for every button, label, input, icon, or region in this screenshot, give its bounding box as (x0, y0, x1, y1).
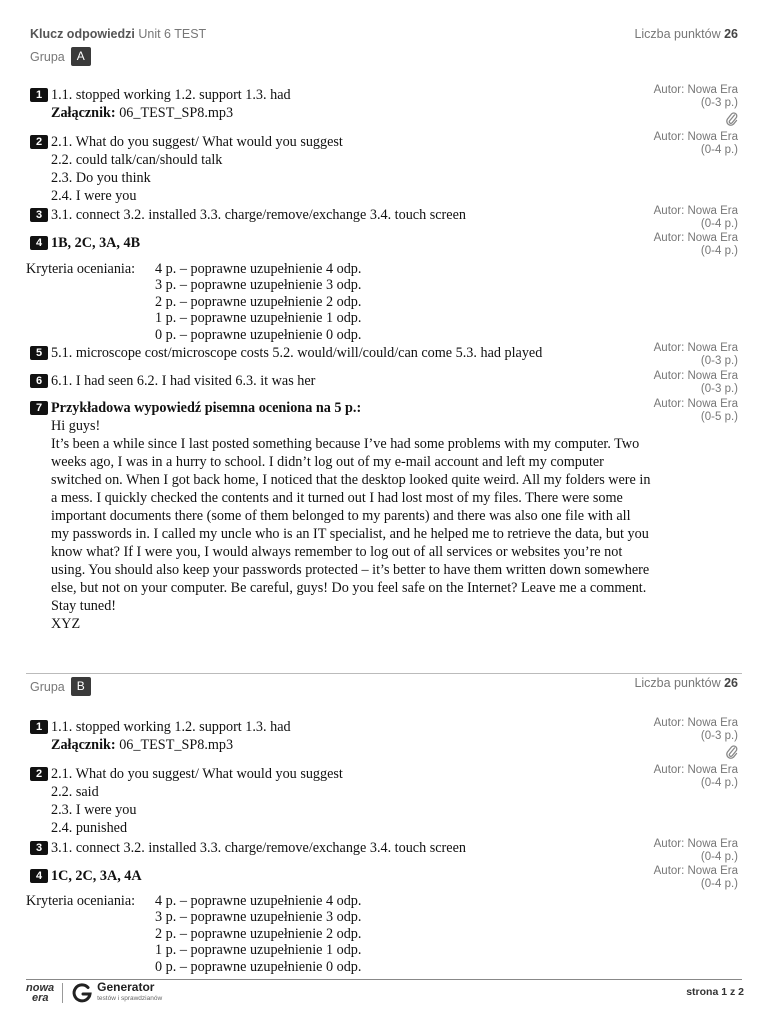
criteria-label: Kryteria oceniania: (26, 893, 136, 909)
footer-logos (26, 982, 162, 1004)
criteria-item: 3 p. – poprawne uzupełnienie 3 odp. (155, 909, 362, 926)
criteria-item: 0 p. – poprawne uzupełnienie 0 odp. (155, 958, 362, 975)
task-1 (30, 718, 291, 754)
answer-line: 2.2. could talk/can/should talk (51, 152, 223, 168)
nowa-era-logo (26, 983, 63, 1003)
task-points: (0-3 p.) (700, 354, 738, 367)
answer-line: 1B, 2C, 3A, 4B (51, 235, 141, 251)
title-bold: Klucz odpowiedzi (30, 27, 135, 41)
task-points: (0-4 p.) (700, 143, 738, 156)
points-value: 26 (724, 27, 738, 41)
criteria-item: 0 p. – poprawne uzupełnienie 0 odp. (155, 326, 362, 343)
task-number: 2 (30, 135, 48, 149)
task-3 (30, 839, 466, 857)
task-2-author (654, 131, 738, 156)
answer-line: 3.1. connect 3.2. installed 3.3. charge/remove/exchange 3.4. touch screen (51, 207, 466, 223)
task-4 (30, 234, 140, 252)
task-points: (0-4 p.) (700, 217, 738, 230)
document-title (30, 27, 206, 41)
group-badge: B (71, 677, 91, 696)
attachment-file[interactable]: 06_TEST_SP8.mp3 (119, 105, 234, 121)
author-name: Autor: Nowa Era (653, 342, 738, 354)
generator-brand (97, 982, 162, 1004)
logo-top: nowa (26, 982, 55, 994)
author-name: Autor: Nowa Era (653, 838, 738, 850)
task-number: 2 (30, 767, 48, 781)
group-badge: A (71, 47, 91, 66)
task-4 (30, 867, 142, 885)
criteria-label: Kryteria oceniania: (26, 261, 136, 277)
task-3-author (654, 205, 738, 230)
answer-line: 2.4. punished (51, 820, 128, 836)
generator-subtitle: testów i sprawdzianów (97, 995, 163, 1002)
task-3 (30, 206, 466, 224)
criteria-item: 4 p. – poprawne uzupełnienie 4 odp. (155, 893, 362, 909)
task-2 (30, 765, 343, 837)
total-points (634, 27, 738, 41)
group-a-label (30, 47, 91, 66)
essay-signature: XYZ (51, 616, 81, 632)
answer-line: 2.4. I were you (51, 188, 137, 204)
group-label-text: Grupa (30, 679, 65, 694)
task-number: 1 (30, 720, 48, 734)
task-6-author (654, 370, 738, 395)
generator-title: Generator (97, 980, 155, 994)
answer-line: 2.2. said (51, 784, 99, 800)
task-points: (0-5 p.) (700, 410, 738, 423)
criteria-item: 1 p. – poprawne uzupełnienie 1 odp. (155, 310, 362, 327)
task-points: (0-4 p.) (700, 776, 738, 789)
task-7-author (654, 398, 738, 423)
task-6 (30, 372, 315, 390)
answer-line: 6.1. I had seen 6.2. I had visited 6.3. it was her (51, 373, 316, 389)
task-number: 4 (30, 869, 48, 883)
answer-line: 3.1. connect 3.2. installed 3.3. charge/remove/exchange 3.4. touch screen (51, 840, 466, 856)
answer-line: 2.3. I were you (51, 802, 137, 818)
task-points: (0-4 p.) (700, 877, 738, 890)
task-5 (30, 344, 542, 362)
task-2-author (654, 764, 738, 789)
answer-line: 2.1. What do you suggest/ What would you suggest (51, 766, 343, 782)
logo-bottom: era (32, 992, 49, 1004)
task-1 (30, 86, 291, 122)
criteria-item: 2 p. – poprawne uzupełnienie 2 odp. (155, 925, 362, 942)
task-points: (0-3 p.) (700, 96, 738, 109)
author-name: Autor: Nowa Era (653, 370, 738, 382)
task-points: (0-4 p.) (700, 244, 738, 257)
task-number: 6 (30, 374, 48, 388)
task-4-author (654, 865, 738, 890)
group-divider (26, 673, 742, 674)
task-1-author (654, 717, 738, 760)
essay-body: It’s been a while since I last posted something because I’ve had some problems with my computer. Two weeks ago, I was in a hurry to school. I didn’t log out of my e-mail account and left my computer switched on. When I got back home, I noticed that the desktop looked quite weird. All my folders were in a mess. I quickly checked the contents and it turned out I had lost most of my files. There were some important documents there (some of them belonged to my parents) and there was also one file with all my passwords in. I called my uncle who is an IT specialist, and he helped me to retrieve the data, but you know what? If I were you, I would always remember to log out of all services or websites you’re not using. You should also keep your passwords protected – it’s better to have them written down somewhere else, but not on your computer. Be careful, guys! Do you feel safe on the Internet? Leave me a comment. (51, 436, 651, 596)
answer-line: 1.1. stopped working 1.2. support 1.3. had (51, 87, 291, 103)
page-number: strona 1 z 2 (686, 986, 744, 998)
group-b-label (30, 677, 91, 696)
title-rest: Unit 6 TEST (138, 27, 207, 41)
criteria-item: 4 p. – poprawne uzupełnienie 4 odp. (155, 261, 362, 277)
points-label: Liczba punktów (634, 27, 721, 41)
criteria-list (155, 893, 361, 975)
task-number: 7 (30, 401, 48, 415)
author-name: Autor: Nowa Era (653, 398, 738, 410)
answer-line: 1.1. stopped working 1.2. support 1.3. had (51, 719, 291, 735)
answer-line: Przykładowa wypowiedź pisemna oceniona na 5 p.: (51, 400, 362, 416)
answer-line: 2.3. Do you think (51, 170, 151, 186)
criteria-list (155, 261, 361, 343)
task-7 (30, 399, 361, 417)
task-1-author (654, 84, 738, 127)
task-points: (0-3 p.) (700, 382, 738, 395)
attachment-file[interactable]: 06_TEST_SP8.mp3 (119, 737, 234, 753)
points-label: Liczba punktów (634, 676, 721, 690)
paperclip-icon[interactable] (726, 744, 738, 760)
group-b-points (634, 676, 738, 690)
task-number: 3 (30, 208, 48, 222)
task-points: (0-3 p.) (700, 729, 738, 742)
essay-closing: Stay tuned! (51, 598, 117, 614)
author-name: Autor: Nowa Era (653, 131, 738, 143)
criteria-item: 1 p. – poprawne uzupełnienie 1 odp. (155, 942, 362, 959)
author-name: Autor: Nowa Era (653, 717, 738, 729)
group-label-text: Grupa (30, 49, 65, 64)
points-value: 26 (724, 676, 738, 690)
task-points: (0-4 p.) (700, 850, 738, 863)
essay-greeting: Hi guys! (51, 418, 101, 434)
generator-g-icon (71, 982, 93, 1004)
author-name: Autor: Nowa Era (653, 232, 738, 244)
sample-essay (51, 417, 651, 633)
answer-line: 1C, 2C, 3A, 4A (51, 868, 142, 884)
author-name: Autor: Nowa Era (653, 764, 738, 776)
task-4-author (654, 232, 738, 257)
author-name: Autor: Nowa Era (653, 205, 738, 217)
task-5-author (654, 342, 738, 367)
attachment-label: Załącznik: (51, 737, 116, 753)
task-number: 5 (30, 346, 48, 360)
task-number: 3 (30, 841, 48, 855)
task-number: 4 (30, 236, 48, 250)
paperclip-icon[interactable] (726, 111, 738, 127)
criteria-item: 2 p. – poprawne uzupełnienie 2 odp. (155, 293, 362, 310)
answer-line: 5.1. microscope cost/microscope costs 5.2. would/will/could/can come 5.3. had played (51, 345, 543, 361)
criteria-item: 3 p. – poprawne uzupełnienie 3 odp. (155, 277, 362, 294)
task-number: 1 (30, 88, 48, 102)
author-name: Autor: Nowa Era (653, 865, 738, 877)
author-name: Autor: Nowa Era (653, 84, 738, 96)
task-2 (30, 133, 343, 205)
attachment-label: Załącznik: (51, 105, 116, 121)
answer-line: 2.1. What do you suggest/ What would you suggest (51, 134, 343, 150)
task-3-author (654, 838, 738, 863)
